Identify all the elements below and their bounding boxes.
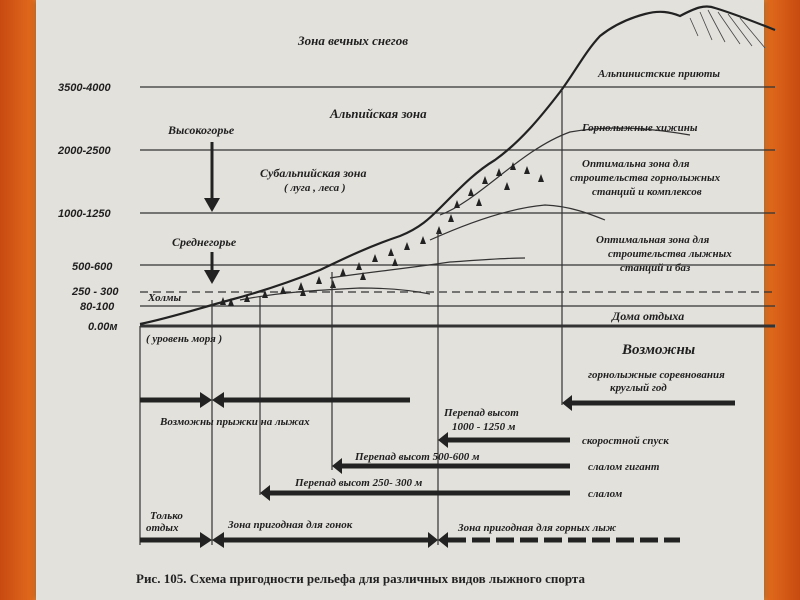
label-downhill: скоростной спуск: [582, 435, 669, 447]
label-opt-alpine-1: Оптимальна зона для: [582, 158, 690, 170]
label-year-round-2: круглый год: [610, 382, 667, 394]
label-possible: Возможны: [622, 342, 696, 358]
label-opt-ski-1: Оптимальная зона для: [596, 234, 710, 246]
label-drop-300: Перепад высот 250- 300 м: [295, 477, 423, 489]
label-drop-1250-2: 1000 - 1250 м: [452, 421, 516, 433]
zone-subalpine-note: ( луга , леса ): [284, 182, 346, 194]
alt-label-1000: 1000-1250: [58, 208, 111, 220]
label-opt-ski-2: строительства лыжных: [608, 248, 732, 260]
label-opt-alpine-3: станций и комплексов: [592, 186, 702, 198]
label-rest-houses: Дома отдыха: [612, 309, 685, 323]
label-jumps: Возможны прыжки на лыжах: [160, 416, 310, 428]
label-rest-only-1: Только: [150, 510, 183, 522]
label-shelters: Альпинистские приюты: [598, 68, 721, 80]
label-opt-alpine-2: строительства горнолыжных: [570, 172, 721, 184]
label-giant: слалом гигант: [588, 461, 660, 473]
alt-label-250: 250 - 300: [72, 286, 119, 298]
zone-snow: Зона вечных снегов: [298, 33, 409, 48]
label-opt-ski-3: станций и баз: [620, 262, 691, 274]
ridge-mid: [430, 205, 605, 240]
zone-hills: Холмы: [148, 292, 182, 304]
alt-label-0: 0.00м: [88, 321, 118, 333]
peak-hatching: [690, 10, 765, 48]
zone-sea-level: ( уровень моря ): [146, 333, 223, 345]
forest-marks: [220, 162, 544, 306]
highlands-arrow: [204, 142, 220, 212]
figure-caption: Рис. 105. Схема пригодности рельефа для различных видов лыжного спорта: [136, 571, 585, 586]
alt-label-2000: 2000-2500: [58, 145, 111, 157]
alt-label-3500: 3500-4000: [58, 82, 111, 94]
zone-alpine: Альпийская зона: [330, 106, 427, 121]
midlands-arrow: [204, 252, 220, 284]
label-rest-only-2: отдых: [146, 522, 179, 534]
ridge-foot: [240, 288, 430, 300]
zone-subalpine: Субальпийская зона: [260, 166, 367, 180]
alt-label-500: 500-600: [72, 261, 113, 273]
label-huts: Горнолыжные хижины: [582, 122, 698, 134]
label-racing: Зона пригодная для гонок: [228, 519, 353, 531]
zone-midlands: Среднегорье: [172, 235, 237, 249]
label-slalom: слалом: [588, 488, 623, 500]
label-drop-1250-1: Перепад высот: [444, 407, 519, 419]
zone-highlands: Высокогорье: [168, 123, 235, 137]
label-year-round-1: горнолыжные соревнования: [588, 369, 725, 381]
label-drop-600: Перепад высот 500-600 м: [355, 451, 480, 463]
label-mountain-ski: Зона пригодная для горных лыж: [458, 522, 617, 534]
alt-label-80: 80-100: [80, 301, 115, 313]
